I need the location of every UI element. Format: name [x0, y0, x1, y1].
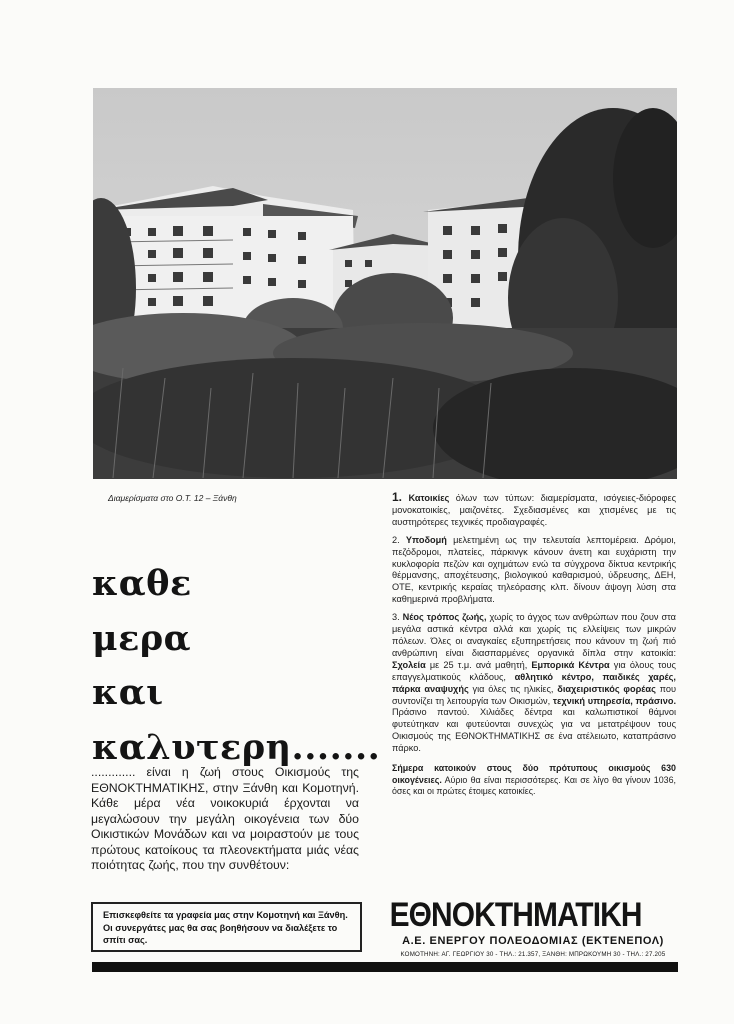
headline-line: μερα: [92, 617, 192, 659]
feature-highlight: διαχειριστικός φορέας: [557, 683, 656, 694]
feature-housing: [392, 492, 676, 529]
feature-title: Νέος τρόπος ζωής,: [402, 612, 487, 623]
feature-text: για όλες τις ηλικίες,: [472, 683, 554, 694]
brand-logo: ΕΘΝΟΚΤΗΜΑΤΙΚΗ: [389, 896, 642, 934]
office-addresses: ΚΟΜΟΤΗΝΗ: ΑΓ. ΓΕΩΡΓΙΟΥ 30 - ΤΗΛ.: 21.357, ΞΑΝΘΗ: ΜΠΡΩΚΟΥΜΗ 30 - ΤΗΛ.: 27.205: [400, 951, 666, 958]
feature-text: μελετημένη ως την τελευταία λεπτομέρεια. Δρόμοι, πεζόδρομοι, πλατείες, πάρκινγκ κάνουν άνετη και ευχάριστη την κυκλοφορία πεζών και οχημάτων ενώ τα σύγχρονα δίκτυα κεντρικής θέρμανσης, αποχέτευσης, βιολογικού καθαρισμού, ύδρευσης, ΔΕΗ, ΟΤΕ, κεντρικής κεραίας τηλεόρασης κλπ. δίνουν άψογη λύση στα καθημερινά προβλήματα.: [392, 534, 676, 605]
families-note-text: Αύριο θα είναι περισσότερες. Και σε λίγο θα γίνουν 1036, όσες και οι πρώτες έτοιμες κατοικίες.: [392, 774, 676, 797]
feature-highlight: Εμπορικά Κέντρα: [531, 659, 610, 670]
headline-line: καλυτερη.......: [92, 726, 381, 768]
photo-caption: Διαμερίσματα στο Ο.Τ. 12 – Ξάνθη: [108, 493, 237, 503]
feature-highlight: τεχνική υπηρεσία, πράσινο.: [552, 695, 676, 706]
features-column: [392, 492, 676, 798]
feature-text: χωρίς το άγχος των ανθρώπων που ζουν στα μεγάλα αστικά κέντρα αλλά και χωρίς τις ελλείψεις των μικρών πόλεων. Όλες οι αναγκαίες εξυπηρετήσεις που κάνουν τη ζωή πιό ανθρώπινη είναι διασπαρμένες οργανικά δίπλα στην κατοικία:: [392, 612, 676, 658]
apartments-photo: [93, 88, 677, 479]
feature-text: όλων των τύπων: διαμερίσματα, ισόγειες-διόροφες μονοκατοικίες, μαιζονέτες. Σχεδιασμένες και χτισμένες με τις αυστηρότερες τεχνικές προδιαγραφές.: [392, 493, 676, 527]
bottom-rule: [92, 962, 678, 972]
families-note-bold: Σήμερα κατοικούν στους δύο πρότυπους οικισμούς 630 οικογένειες.: [392, 763, 676, 785]
feature-number: 1.: [392, 490, 403, 504]
intro-paragraph: ............. είναι η ζωή στους Οικισμούς της ΕΘΝΟΚΤΗΜΑΤΙΚΗΣ, στην Ξάνθη και Κομοτηνή. Κάθε μέρα νέα νοικοκυριά έρχονται να μεγαλώσουν την μεγάλη οικογένεια των δύο Οικιστικών Μονάδων και να μοιραστούν με τους πρώτους κατοίκους τα πλεονεκτήματα μιάς νέας ποιότητας ζωής, που την συνθέτουν:: [91, 765, 359, 872]
feature-title: Υποδομή: [405, 534, 447, 545]
families-note: [392, 763, 676, 798]
headline-line: και: [92, 672, 164, 713]
feature-text: που συντονίζει τη λειτουργία των Οικισμών,: [392, 683, 676, 706]
feature-highlight: αθλητικό κέντρο, παιδικές χαρές, πάρκα αναψυχής: [392, 671, 676, 694]
feature-number: 3.: [392, 612, 400, 623]
feature-title: Κατοικίες: [408, 493, 450, 503]
feature-text: για όλους τους επαγγελματικούς κλάδους,: [392, 659, 676, 682]
feature-lifestyle: [392, 612, 676, 755]
visit-offices-box: Επισκεφθείτε τα γραφεία μας στην Κομοτηνή και Ξάνθη. Οι συνεργάτες μας θα σας βοηθήσουν να διαλέξετε το σπίτι σας.: [91, 902, 362, 952]
feature-infrastructure: [392, 535, 676, 606]
feature-text: με 25 τ.μ. ανά μαθητή,: [429, 659, 528, 670]
feature-number: 2.: [392, 534, 400, 545]
feature-text: Πράσινο παντού. Χιλιάδες δέντρα και καλωπιστικοί θάμνοι φυτεύτηκαν και φυτεύονται συνεχώς για να μετατρέψουν τους Οικισμούς της ΕΘΝΟΚΤΗΜΑΤΙΚΗΣ σε ένα ατέλειωτο, καταπράσινο πάρκο.: [392, 707, 676, 754]
company-name: Α.Ε. ΕΝΕΡΓΟΥ ΠΟΛΕΟΔΟΜΙΑΣ (ΕΚΤΕΝΕΠΟΛ): [402, 935, 664, 947]
headline: [92, 557, 380, 775]
feature-highlight: Σχολεία: [392, 659, 426, 670]
headline-line: καθε: [92, 563, 192, 604]
